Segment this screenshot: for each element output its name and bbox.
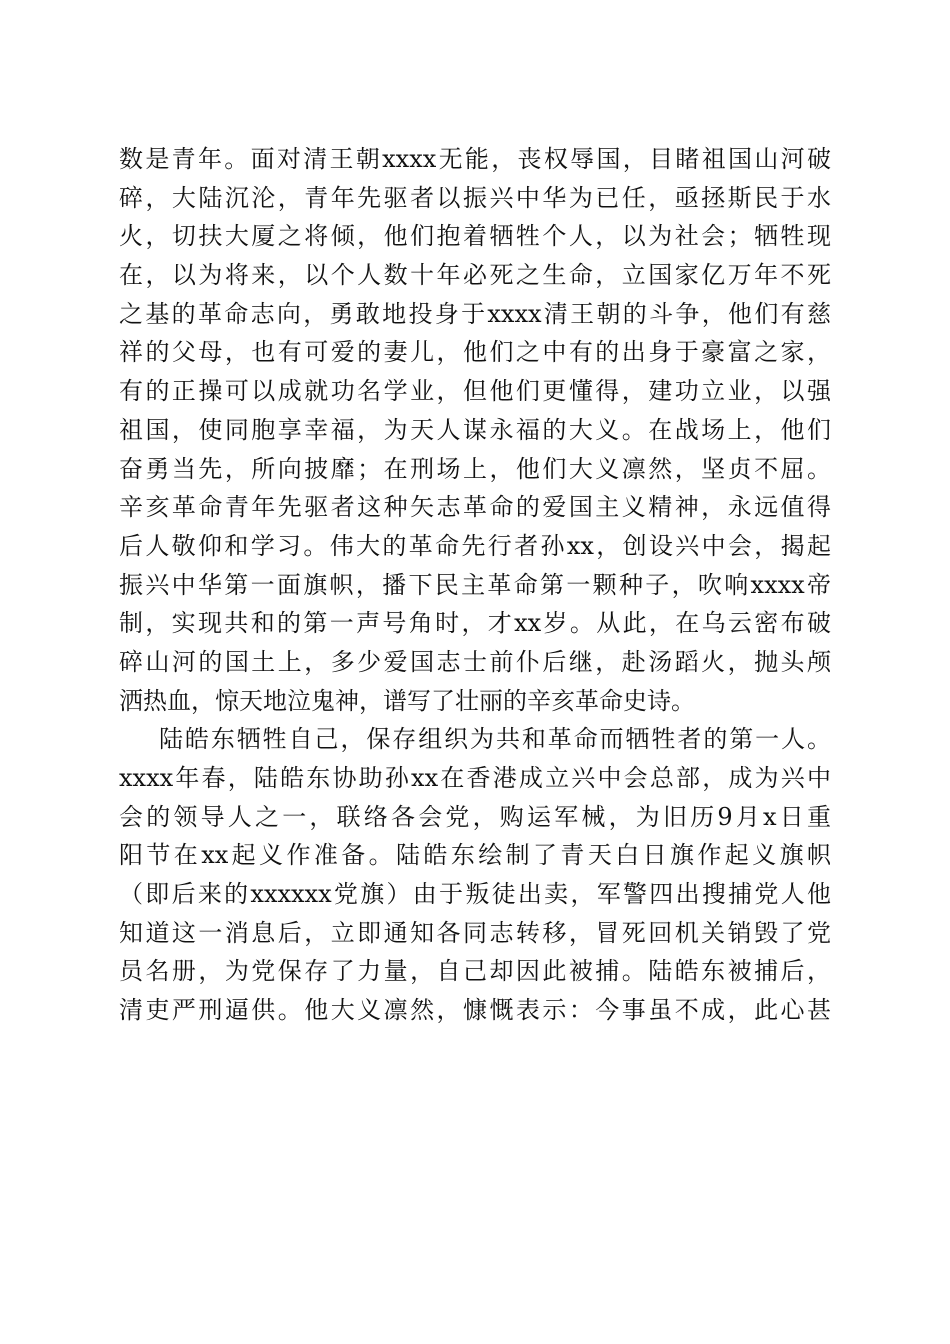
paragraph-2 (119, 720, 831, 1030)
text-line: 制，实现共和的第一声号角时，才xx岁。从此，在乌云密布破 (119, 609, 831, 638)
text-line: 会的领导人之一，联络各会党，购运军械，为旧历9月x日重 (119, 802, 831, 831)
text-line: 火，切扶大厦之将倾，他们抱着牺牲个人，以为社会；牺牲现 (119, 222, 831, 251)
text-line: 碎，大陆沉沦，青年先驱者以振兴中华为已任，亟拯斯民于水 (119, 183, 831, 212)
text-line: 有的正操可以成就功名学业，但他们更懂得，建功立业，以强 (119, 377, 831, 406)
text-line: （即后来的xxxxxx党旗）由于叛徒出卖，军警四出搜捕党人他 (119, 880, 831, 909)
text-line: 洒热血，惊天地泣鬼神，谱写了壮丽的辛亥革命史诗。 (119, 686, 695, 715)
text-line: 奋勇当先，所向披靡；在刑场上，他们大义凛然，坚贞不屈。 (119, 454, 831, 483)
text-line: 知道这一消息后，立即通知各同志转移，冒死回机关销毁了党 (119, 918, 831, 947)
body-text (119, 140, 831, 1030)
text-line: xxxx年春，陆皓东协助孙xx在香港成立兴中会总部，成为兴中 (119, 764, 831, 792)
text-line: 清吏严刑逼供。他大义凛然，慷慨表示：今事虽不成，此心甚 (119, 996, 831, 1025)
text-line: 祥的父母，也有可爱的妻儿，他们之中有的出身于豪富之家， (119, 338, 831, 367)
text-line: 员名册，为党保存了力量，自己却因此被捕。陆皓东被捕后， (119, 957, 831, 986)
text-line: 辛亥革命青年先驱者这种矢志革命的爱国主义精神，永远值得 (119, 493, 831, 522)
text-line: 碎山河的国土上，多少爱国志士前仆后继，赴汤蹈火，抛头颅 (119, 647, 831, 676)
text-line: 数是青年。面对清王朝xxxx无能，丧权辱国，目睹祖国山河破 (119, 145, 831, 173)
text-line: 阳节在xx起义作准备。陆皓东绘制了青天白日旗作起义旗帜 (119, 841, 831, 870)
text-line: 振兴中华第一面旗帜，播下民主革命第一颗种子，吹响xxxx帝 (119, 570, 831, 599)
text-line: 陆皓东牺牲自己，保存组织为共和革命而牺牲者的第一人。 (159, 725, 831, 754)
text-line: 后人敬仰和学习。伟大的革命先行者孙xx，创设兴中会，揭起 (119, 531, 831, 560)
text-line: 之基的革命志向，勇敢地投身于xxxx清王朝的斗争，他们有慈 (119, 299, 831, 328)
text-line: 在，以为将来，以个人数十年必死之生命，立国家亿万年不死 (119, 261, 831, 290)
text-line: 祖国，使同胞享幸福，为天人谋永福的大义。在战场上，他们 (119, 415, 831, 444)
paragraph-1 (119, 140, 831, 720)
